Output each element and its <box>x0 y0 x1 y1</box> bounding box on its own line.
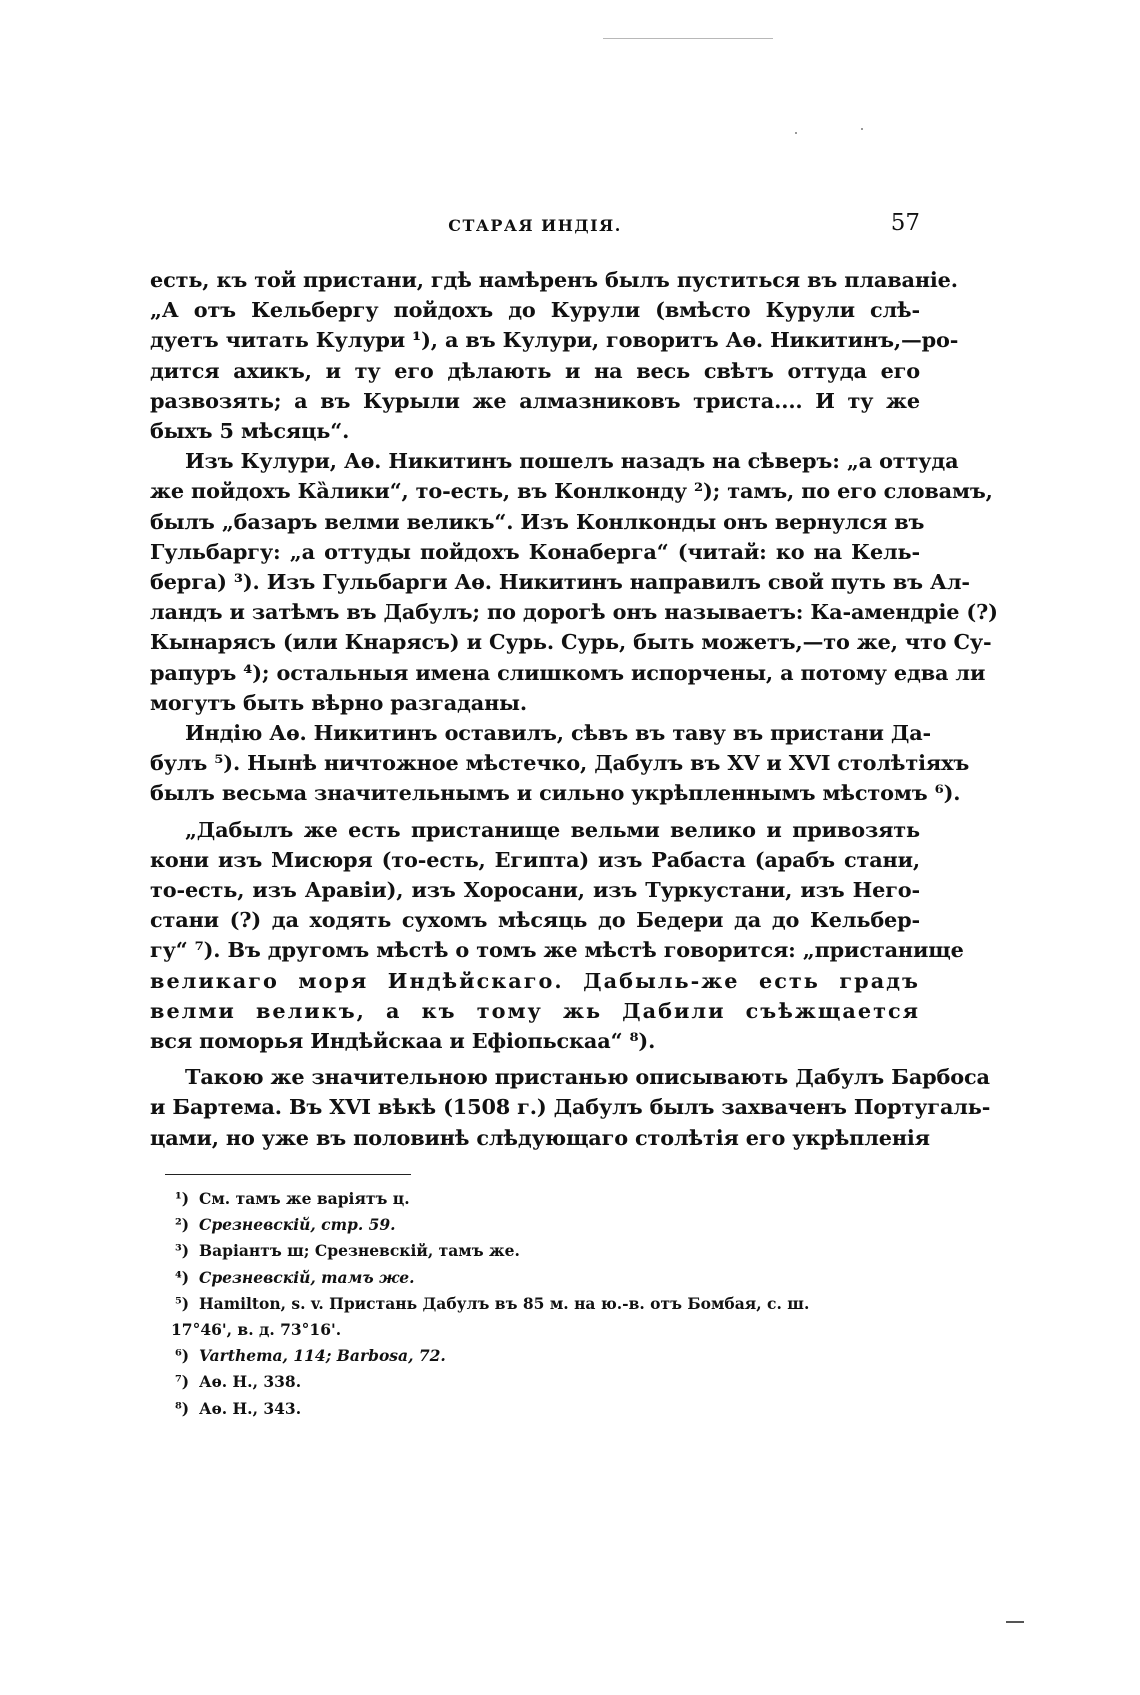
text-line: есть, къ той пристани, гдѣ намѣренъ былъ пуститься въ плаваніе. <box>150 267 958 292</box>
text-line: стани (?) да ходять сухомъ мѣсяць до Бедери да до Кельбер- <box>150 907 920 933</box>
text-line: рапуръ ⁴); остальныя имена слишкомъ испорчены, а потому едва ли <box>150 659 986 685</box>
text-line: кони изъ Мисюря (то-есть, Египта) изъ Рабаста (арабъ стани, <box>150 846 920 872</box>
text-line: Индію Аѳ. Никитинъ оставилъ, сѣвъ въ таву въ пристани Да- <box>185 720 932 746</box>
scan-artifact-dot <box>795 132 797 134</box>
text-line: Гульбаргу: „а оттуды пойдохъ Конаберга“ (читай: ко на Кель- <box>150 538 920 564</box>
footnote-text: Аѳ. Н., 338. <box>199 1372 302 1392</box>
footnote-text: Hamilton, s. v. Пристань Дабулъ въ 85 м. на ю.-в. отъ Бомбая, с. ш. <box>199 1293 810 1313</box>
footnote-number: ⁵) <box>175 1293 190 1313</box>
footnote <box>175 1265 925 1291</box>
body-text <box>150 265 998 1153</box>
text-line: вся поморья Индѣйскаа и Ефіопьскаа“ ⁸). <box>150 1028 656 1054</box>
footnote <box>175 1186 925 1212</box>
scan-artifact-bottom <box>1006 1621 1024 1623</box>
text-line: дуетъ читать Кулури ¹), а въ Кулури, говоритъ Аѳ. Никитинъ,—ро- <box>150 327 959 353</box>
text-line: дится ахикъ, и ту его дѣлають и на весь свѣтъ оттуда его <box>150 357 920 383</box>
text-line: и Бартема. Въ XVI вѣкѣ (1508 г.) Дабулъ былъ захваченъ Португаль- <box>150 1094 991 1120</box>
text-line: гу“ ⁷). Въ другомъ мѣстѣ о томъ же мѣстѣ говорится: „пристанище <box>150 937 964 963</box>
footnote-number: ²) <box>175 1215 190 1235</box>
footnote-text: Аѳ. Н., 343. <box>199 1398 302 1418</box>
text-line: „Дабылъ же есть пристанище вельми велико и привозять <box>185 816 920 842</box>
text-line: „А отъ Кельбергу пойдохъ до Курули (вмѣсто Курули слѣ- <box>150 297 920 323</box>
footnote-number: ⁷) <box>175 1372 190 1392</box>
text-line: быхъ 5 мѣсяць“. <box>150 418 350 444</box>
footnote-text: Срезневскій, стр. 59. <box>199 1215 396 1235</box>
footnote-number: ⁴) <box>175 1267 190 1287</box>
text-line: развозять; а въ Курыли же алмазниковъ триста.... И ту же <box>150 387 920 413</box>
footnote-continuation: 17°46', в. д. 73°16'. <box>171 1320 342 1340</box>
footnote <box>175 1343 925 1369</box>
footnote-number: ³) <box>175 1241 190 1261</box>
page-number: 57 <box>890 210 920 236</box>
footnotes <box>171 1186 925 1422</box>
text-line: Кынарясъ (или Кнарясъ) и Сурь. Сурь, быть можетъ,—то же, что Су- <box>150 629 992 655</box>
footnote <box>175 1396 925 1422</box>
footnote-divider <box>165 1174 411 1175</box>
text-line: велми великъ, а къ тому жь Дабили съѣжщается <box>150 997 920 1023</box>
running-title: СТАРАЯ ИНДІЯ. <box>448 216 622 235</box>
scan-artifact-top <box>603 38 773 39</box>
footnote-text: Varthema, 114; Barbosa, 72. <box>199 1346 446 1366</box>
footnote-text: Варіантъ ш; Срезневскій, тамъ же. <box>199 1241 520 1261</box>
text-line: великаго моря Индѣйскаго. Дабыль-же есть градъ <box>150 967 920 993</box>
footnote <box>175 1369 925 1395</box>
footnote-number: ⁸) <box>175 1398 190 1418</box>
text-line: берга) ³). Изъ Гульбарги Аѳ. Никитинъ направилъ свой путь въ Ал- <box>150 569 970 595</box>
footnote <box>175 1212 925 1238</box>
footnote <box>175 1291 925 1317</box>
footnote-text: См. тамъ же варіятъ ц. <box>199 1189 410 1208</box>
text-line: булъ ⁵). Нынѣ ничтожное мѣстечко, Дабулъ въ XV и XVI столѣтіяхъ <box>150 750 970 776</box>
text-line: могутъ быть вѣрно разгаданы. <box>150 689 527 715</box>
text-line: Изъ Кулури, Аѳ. Никитинъ пошелъ назадъ на сѣверъ: „а оттуда <box>185 448 959 474</box>
text-line: же пойдохъ Кȁлики“, то-есть, въ Конлконду ²); тамъ, по его словамъ, <box>150 478 993 504</box>
text-line: былъ „базаръ велми великъ“. Изъ Конлконды онъ вернулся въ <box>150 508 925 534</box>
text-line: цами, но уже въ половинѣ слѣдующаго столѣтія его укрѣпленія <box>150 1124 930 1150</box>
text-line: Такою же значительною пристанью описывають Дабулъ Барбоса <box>185 1064 990 1090</box>
text-line: былъ весьма значительнымъ и сильно укрѣпленнымъ мѣстомъ ⁶). <box>150 780 961 806</box>
page-header <box>150 212 920 242</box>
footnote <box>175 1238 925 1264</box>
text-line: то-есть, изъ Аравіи), изъ Хоросани, изъ Туркустани, изъ Него- <box>150 877 920 903</box>
footnote-number: ⁶) <box>175 1346 190 1366</box>
scan-artifact-dot <box>861 128 863 130</box>
footnote-number: ¹) <box>175 1189 190 1208</box>
footnote-text: Срезневскій, тамъ же. <box>199 1267 415 1287</box>
text-line: ландъ и затѣмъ въ Дабулъ; по дорогѣ онъ называетъ: Ка-амендріе (?) <box>150 599 998 625</box>
